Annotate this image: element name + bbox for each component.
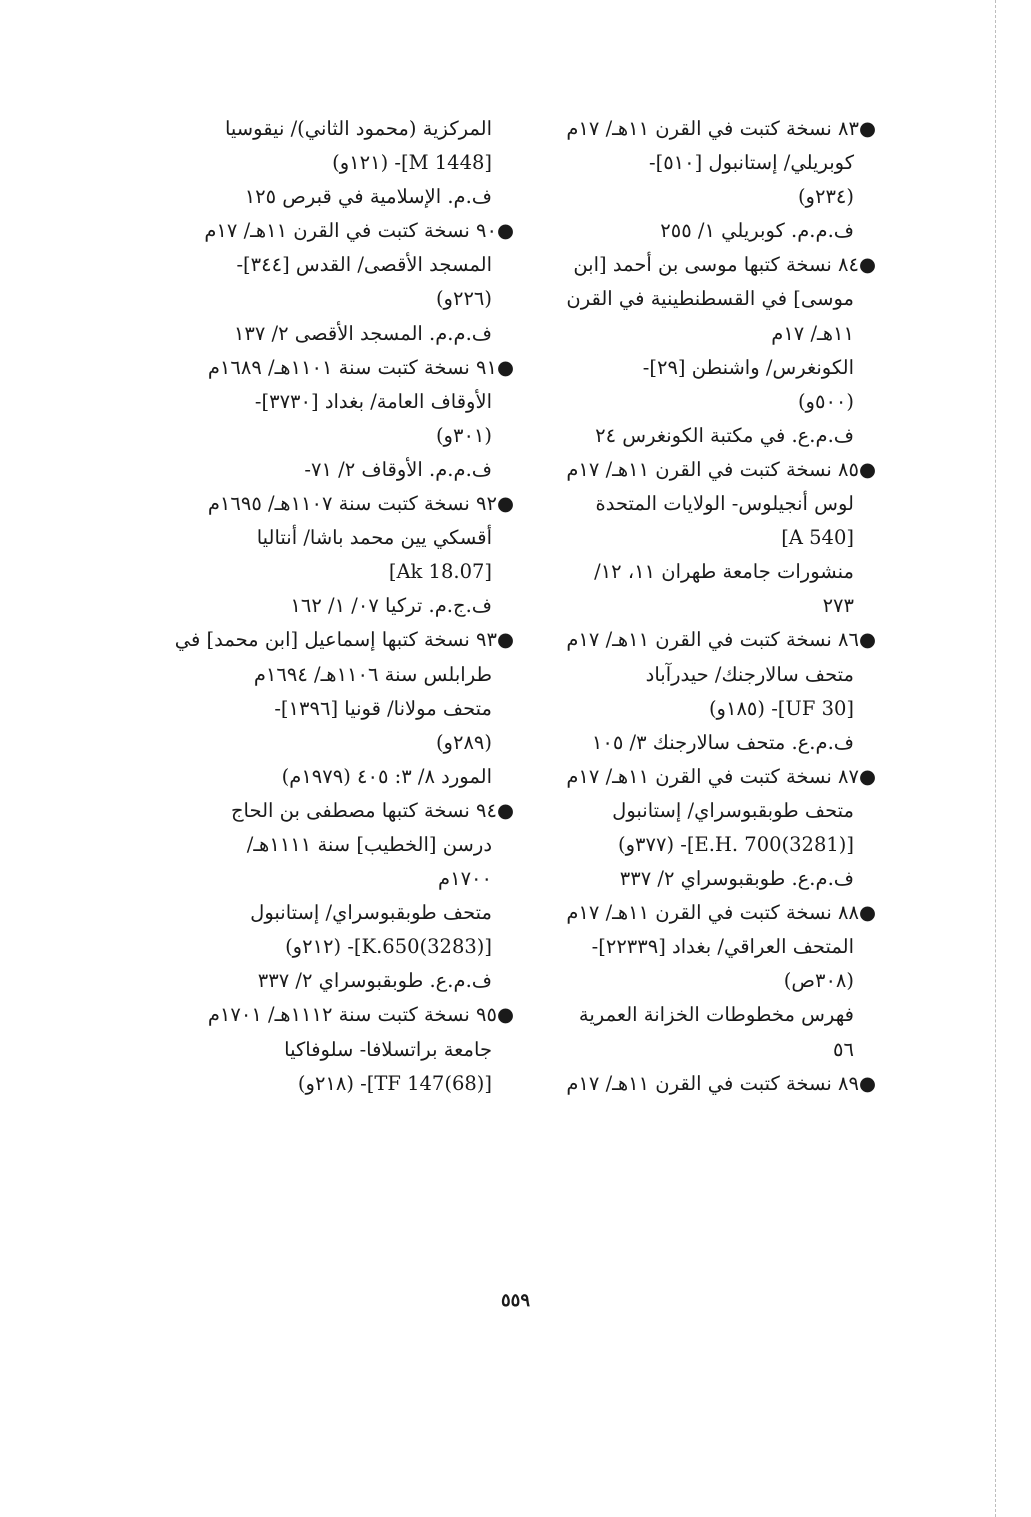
left-column-line [150,1033,514,1067]
right-column-line [538,555,876,589]
line-text: ف.م.م. المسجد الأقصى ٢/ ١٣٧ [233,321,492,345]
line-text: [(3283)K.650]- (٢١٢و) [285,935,492,959]
line-text: أقسكي يين محمد باشا/ أنتاليا [256,526,492,550]
line-text: لوس أنجيلوس- الولايات المتحدة [595,492,854,516]
line-text: [M 1448]- (١٢١و) [332,151,492,175]
right-column-line [538,453,876,487]
line-text: ١٧٠٠م [438,867,492,891]
line-text: المتحف العراقي/ بغداد [٢٢٣٣٩]- [591,935,854,959]
line-text: متحف طوبقبوسراي/ إستانبول [612,798,854,822]
line-text: [07.Ak 18] [388,560,492,584]
line-text: [(3281)E.H. 700]- (٣٧٧و) [618,832,854,856]
line-text: ف.م.ع. طوبقبوسراي ٢/ ٣٣٧ [619,867,854,891]
left-column-line [150,487,514,521]
left-column-line [150,453,514,487]
right-column-line [538,998,876,1032]
left-column-line [150,930,514,964]
left-column-line [150,998,514,1032]
right-column-line [538,862,876,896]
left-column-line [150,521,514,555]
right-column-line [538,760,876,794]
line-text: ●٨٦ نسخة كتبت في القرن ١١هـ/ ١٧م [566,628,876,652]
line-text: ●٩١ نسخة كتبت سنة ١١٠١هـ/ ١٦٨٩م [207,355,514,379]
right-column-line [538,146,876,180]
line-text: (٢٢٦و) [435,287,492,311]
left-column-line [150,248,514,282]
left-column-line [150,351,514,385]
line-text: ١١هـ/ ١٧م [771,321,854,345]
right-column-line [538,180,876,214]
right-column-line [538,828,876,862]
line-text: ف.م.ع. في مكتبة الكونغرس ٢٤ [595,423,854,447]
line-text: ●٩٢ نسخة كتبت سنة ١١٠٧هـ/ ١٦٩٥م [207,492,514,516]
line-text: متحف طوبقبوسراي/ إستانبول [250,901,492,925]
left-column-line [150,658,514,692]
line-text: ٥٦ [833,1037,854,1061]
line-text: ف.م.ع. متحف سالارجنك ٣/ ١٠٥ [591,730,854,754]
line-text: الكونغرس/ واشنطن [٢٩]- [642,355,854,379]
line-text: ●٩٠ نسخة كتبت في القرن ١١هـ/ ١٧م [204,219,514,243]
left-column-line [150,317,514,351]
right-column-line [538,623,876,657]
line-text: (٢٣٤و) [797,185,854,209]
line-text: الأوقاف العامة/ بغداد [٣٧٣٠]- [254,389,492,413]
left-column-line [150,589,514,623]
right-column-line [538,1067,876,1101]
page-number: ٥٥٩ [500,1290,530,1311]
line-text: المسجد الأقصى/ القدس [٣٤٤]- [236,253,492,277]
line-text: المركزية (محمود الثاني)/ نيقوسيا [224,117,492,140]
left-column-line [150,180,514,214]
right-column-line [538,726,876,760]
left-column-line [150,555,514,589]
left-column-line [150,146,514,180]
left-column-line [150,214,514,248]
line-text: (٣٠٨ص) [783,969,854,993]
right-column-line [538,896,876,930]
line-text: طرابلس سنة ١١٠٦هـ/ ١٦٩٤م [253,662,492,686]
right-column-line [538,589,876,623]
right-column-line [538,658,876,692]
right-column-line [538,214,876,248]
line-text: ف.م. الإسلامية في قبرص ١٢٥ [244,185,492,209]
left-column-line [150,112,514,146]
line-text: ●٩٥ نسخة كتبت سنة ١١١٢هـ/ ١٧٠١م [207,1003,514,1027]
line-text: درسن [الخطيب] سنة ١١١١هـ/ [246,832,492,856]
right-column-line [538,964,876,998]
left-column-line [150,419,514,453]
left-column-line [150,964,514,998]
left-column-line [150,726,514,760]
right-column-line [538,794,876,828]
page-edge-line [995,0,996,1517]
right-column-line [538,930,876,964]
left-column [150,112,514,1101]
line-text: ف.ج.م. تركيا ٠٧/ ١/ ١٦٢ [290,594,492,618]
left-column-line [150,862,514,896]
right-column-line [538,351,876,385]
left-column-line [150,1067,514,1101]
line-text: [A 540] [781,526,854,550]
right-column-line [538,385,876,419]
right-column-line [538,112,876,146]
left-column-line [150,828,514,862]
left-column-line [150,623,514,657]
line-text: ●٨٨ نسخة كتبت في القرن ١١هـ/ ١٧م [566,901,876,925]
line-text: منشورات جامعة طهران ١١، ١٢/ [594,560,854,584]
line-text: ف.م.م. الأوقاف ٢/ ٧١- [304,457,492,481]
left-column-line [150,282,514,316]
line-text: جامعة براتسلافا- سلوفاكيا [284,1037,492,1061]
left-column-line [150,385,514,419]
line-text: ●٨٥ نسخة كتبت في القرن ١١هـ/ ١٧م [566,457,876,481]
line-text: ●٩٤ نسخة كتبها مصطفى بن الحاج [230,798,514,822]
line-text: فهرس مخطوطات الخزانة العمرية [578,1003,854,1027]
line-text: ٢٧٣ [822,594,854,618]
right-column-line [538,282,876,316]
line-text: ●٨٧ نسخة كتبت في القرن ١١هـ/ ١٧م [566,764,876,788]
left-column-line [150,692,514,726]
line-text: كوبريلي/ إستانبول [٥١٠]- [648,151,854,175]
left-column-line [150,794,514,828]
line-text: ف.م.ع. طوبقبوسراي ٢/ ٣٣٧ [257,969,492,993]
line-text: ●٨٩ نسخة كتبت في القرن ١١هـ/ ١٧م [566,1071,876,1095]
right-column [538,112,876,1101]
line-text: ف.م.م. كوبريلي ١/ ٢٥٥ [660,219,854,243]
line-text: [UF 30]- (١٨٥و) [708,696,854,720]
right-column-line [538,1033,876,1067]
line-text: متحف مولانا/ قونيا [١٣٩٦]- [274,696,492,720]
right-column-line [538,419,876,453]
line-text: [(68)TF 147]- (٢١٨و) [297,1071,492,1095]
line-text: (٣٠١و) [435,423,492,447]
right-column-line [538,248,876,282]
line-text: ●٨٣ نسخة كتبت في القرن ١١هـ/ ١٧م [566,117,876,140]
right-column-line [538,521,876,555]
right-column-line [538,317,876,351]
line-text: موسى] في القسطنطينية في القرن [566,287,854,311]
line-text: (٢٨٩و) [435,730,492,754]
line-text: ●٩٣ نسخة كتبها إسماعيل [ابن محمد] في [174,628,514,652]
left-column-line [150,760,514,794]
line-text: المورد ٨/ ٣: ٤٠٥ (١٩٧٩م) [281,764,492,788]
line-text: متحف سالارجنك/ حيدرآباد [645,662,854,686]
line-text: (٥٠٠و) [797,389,854,413]
right-column-line [538,692,876,726]
line-text: ●٨٤ نسخة كتبها موسى بن أحمد [ابن [573,253,876,277]
left-column-line [150,896,514,930]
right-column-line [538,487,876,521]
